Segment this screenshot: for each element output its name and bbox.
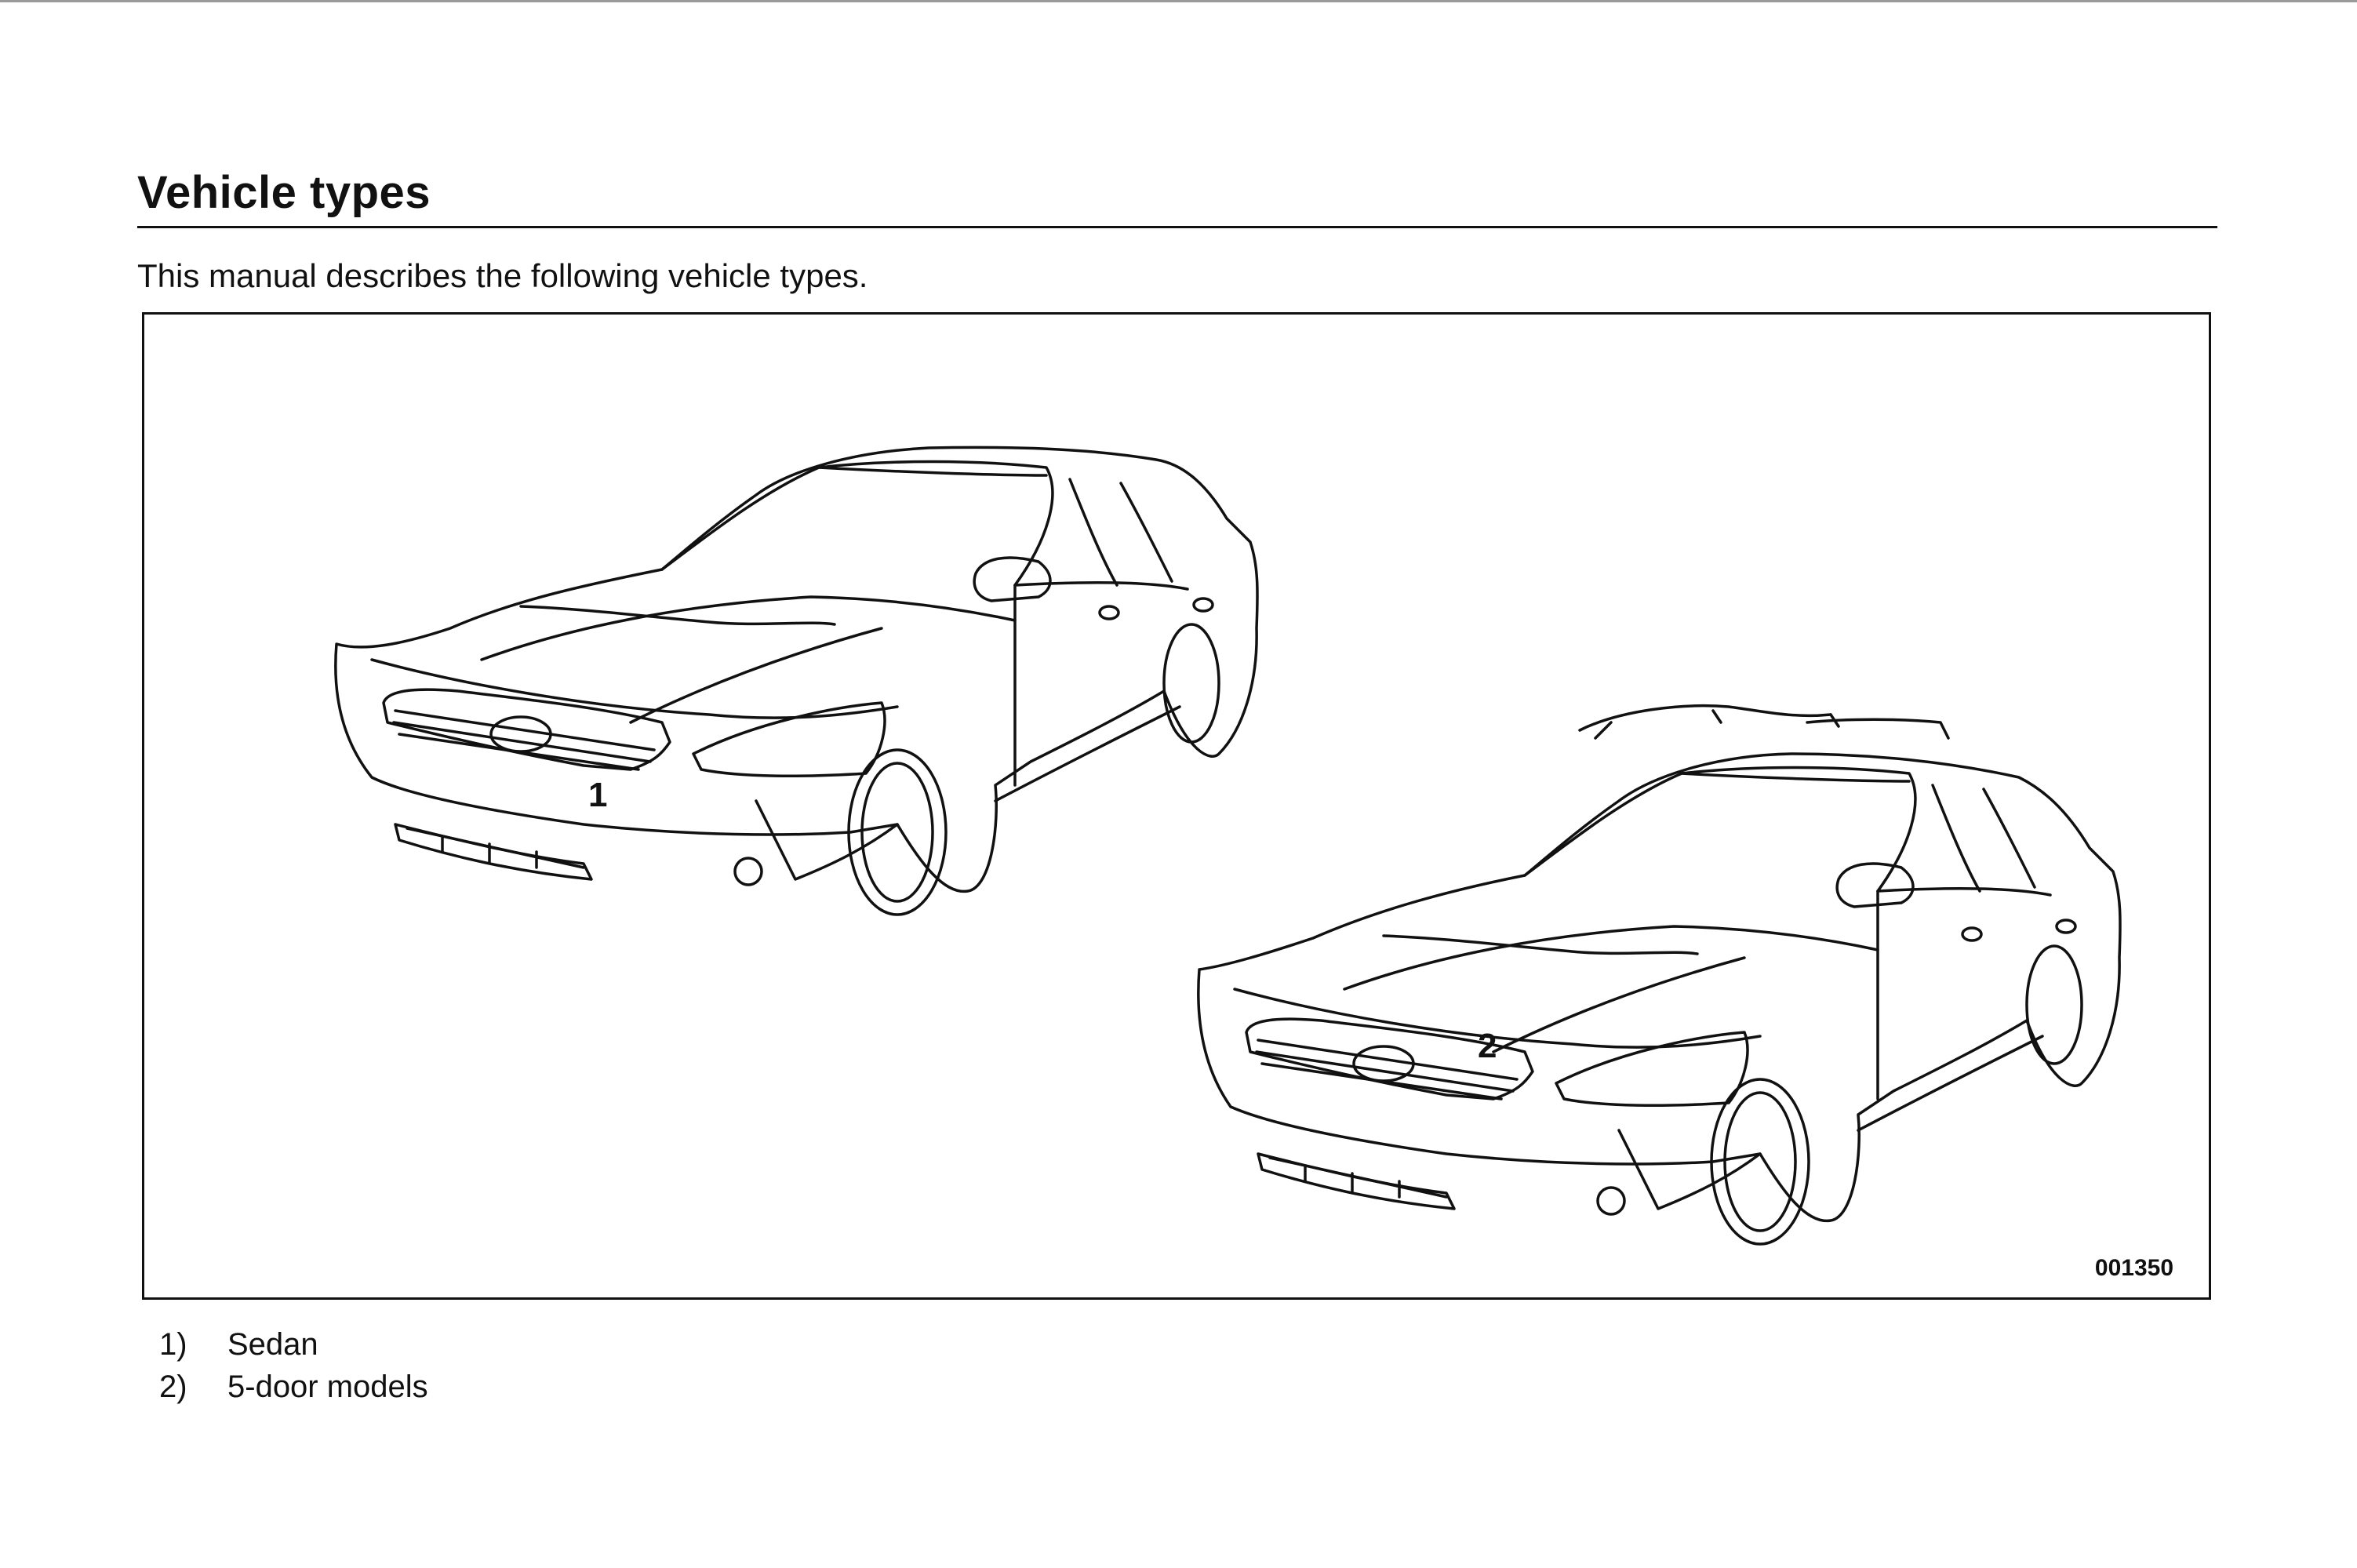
section-heading: Vehicle types — [137, 167, 431, 218]
legend-label: 5-door models — [227, 1369, 428, 1404]
legend-number: 1) — [159, 1326, 187, 1362]
page-top-rule — [0, 0, 2357, 2]
legend-item — [159, 1323, 428, 1366]
sedan-illustration — [336, 447, 1257, 915]
five-door-illustration — [1199, 706, 2120, 1244]
legend-number: 2) — [159, 1369, 187, 1404]
figure-legend — [159, 1323, 428, 1408]
callout-2: 2 — [1478, 1027, 1497, 1065]
heading-underline — [137, 226, 2217, 228]
legend-label: Sedan — [227, 1326, 318, 1362]
intro-paragraph: This manual describes the following vehicle types. — [137, 257, 868, 294]
legend-item — [159, 1366, 428, 1408]
callout-1: 1 — [588, 776, 608, 814]
vehicle-illustrations — [144, 315, 2209, 1297]
vehicle-types-figure — [142, 312, 2211, 1300]
figure-code: 001350 — [2094, 1255, 2173, 1281]
